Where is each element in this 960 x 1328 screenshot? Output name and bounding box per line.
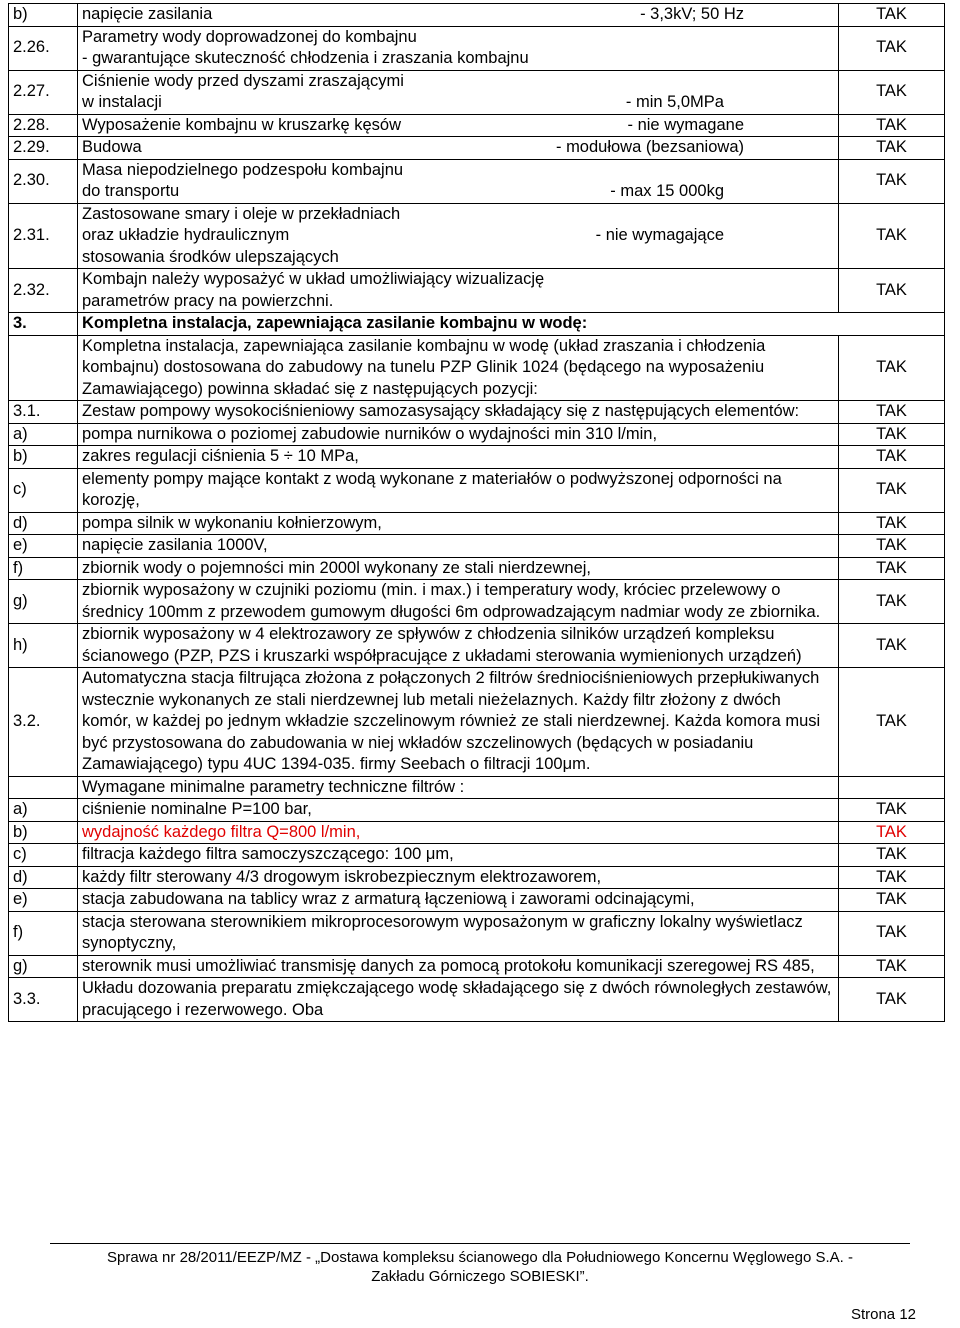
item-number: h) xyxy=(9,624,78,668)
answer-cell: TAK xyxy=(839,26,945,70)
item-number: c) xyxy=(9,468,78,512)
table-row xyxy=(9,203,945,269)
answer-cell: TAK xyxy=(839,557,945,580)
answer-cell: TAK xyxy=(839,159,945,203)
item-description xyxy=(78,512,839,535)
item-description xyxy=(78,557,839,580)
desc-desc: Masa niepodzielnego podzespołu kombajnu xyxy=(82,160,404,179)
item-number: 2.31. xyxy=(9,203,78,269)
specification-table xyxy=(8,3,945,1022)
desc-desc: wydajność każdego filtra Q=800 l/min, xyxy=(82,822,361,841)
item-description xyxy=(78,335,839,401)
desc-desc: sterownik musi umożliwiać transmisję danych za pomocą protokołu komunikacji szeregowej RS 485, xyxy=(82,956,815,975)
item-description xyxy=(78,889,839,912)
desc-val2: - min 5,0MPa xyxy=(625,93,724,111)
answer-cell: TAK xyxy=(839,668,945,777)
answer-cell: TAK xyxy=(839,446,945,469)
answer-cell: TAK xyxy=(839,535,945,558)
answer-cell: TAK xyxy=(839,955,945,978)
desc-val: - nie wymagane xyxy=(627,115,744,134)
desc-desc: zbiornik wyposażony w 4 elektrozawory ze spływów z chłodzenia silników urządzeń kompleksu ścianowego (PZP, PZS i kruszarki współpracujące z układami sterowania wymienionych urządzeń) xyxy=(82,625,802,665)
table-row xyxy=(9,137,945,160)
desc-desc: Kompletna instalacja, zapewniająca zasilanie kombajnu w wodę: xyxy=(82,314,588,332)
item-number: f) xyxy=(9,557,78,580)
item-description xyxy=(78,799,839,822)
desc-desc: Zastosowane smary i oleje w przekładniach xyxy=(82,204,401,223)
answer-cell: TAK xyxy=(839,624,945,668)
desc-desc: Kompletna instalacja, zapewniająca zasilanie kombajnu w wodę (układ zraszania i chłodzenia kombajnu) dostosowana do zabudowy na tunelu PZP Glinik 1024 (będącego na wyposażeniu Zamawiającego) powinna składać się z następujących pozycji: xyxy=(82,336,766,398)
item-description xyxy=(78,911,839,955)
item-description xyxy=(78,114,839,137)
desc-desc: stacja zabudowana na tablicy wraz z armaturą łączeniową i zaworami odcinającymi, xyxy=(82,890,695,908)
desc-desc2: w instalacji xyxy=(82,93,162,111)
item-description xyxy=(78,203,839,269)
table-row xyxy=(9,4,945,27)
answer-cell: TAK xyxy=(839,844,945,867)
item-number: 3.2. xyxy=(9,668,78,777)
item-number: 2.29. xyxy=(9,137,78,160)
desc-desc2: do transportu xyxy=(82,182,180,200)
table-row xyxy=(9,866,945,889)
table-row xyxy=(9,70,945,114)
answer-cell: TAK xyxy=(839,468,945,512)
desc-desc2: oraz układzie hydraulicznym xyxy=(82,226,290,244)
item-number: g) xyxy=(9,955,78,978)
item-number: 3.1. xyxy=(9,401,78,424)
item-description xyxy=(78,535,839,558)
item-description xyxy=(78,668,839,777)
item-number: g) xyxy=(9,580,78,624)
footer-divider xyxy=(50,1243,910,1244)
desc-desc: Ciśnienie wody przed dyszami zraszającymi xyxy=(82,71,404,90)
desc-desc: Wymagane minimalne parametry techniczne filtrów : xyxy=(82,777,465,796)
item-description xyxy=(78,70,839,114)
item-description xyxy=(78,423,839,446)
answer-cell: TAK xyxy=(839,269,945,313)
table-row xyxy=(9,26,945,70)
item-description xyxy=(78,866,839,889)
table-row xyxy=(9,799,945,822)
answer-cell: TAK xyxy=(839,799,945,822)
item-number: b) xyxy=(9,446,78,469)
page-number: Strona 12 xyxy=(850,1306,916,1323)
item-description xyxy=(78,401,839,424)
item-description xyxy=(78,624,839,668)
item-number: b) xyxy=(9,4,78,27)
footer-line-1: Sprawa nr 28/2011/EEZP/MZ - „Dostawa kompleksu ścianowego dla Południowego Koncernu Węglowego S.A. - xyxy=(107,1249,853,1266)
desc-desc: Zestaw pompowy wysokociśnieniowy samozasysający składający się z następujących elementów: xyxy=(82,402,800,420)
desc-desc: filtracja każdego filtra samoczyszczącego: 100 μm, xyxy=(82,845,454,863)
item-number: a) xyxy=(9,423,78,446)
desc-desc: Kombajn należy wyposażyć w układ umożliwiający wizualizację xyxy=(82,270,545,288)
item-number: 2.27. xyxy=(9,70,78,114)
desc-desc: zbiornik wyposażony w czujniki poziomu (min. i max.) i temperatury wody, króciec przelewowy o średnicy 100mm z przewodem gumowym długości 6m odprowadzającym nadmiar wody ze zbiornika. xyxy=(82,581,821,621)
desc-desc: Budowa xyxy=(82,138,142,156)
item-description xyxy=(78,446,839,469)
desc-desc: zakres regulacji ciśnienia 5 ÷ 10 MPa, xyxy=(82,447,359,465)
desc-desc: napięcie zasilania 1000V, xyxy=(82,536,268,554)
item-description xyxy=(78,269,839,313)
item-number: e) xyxy=(9,535,78,558)
desc-desc: każdy filtr sterowany 4/3 drogowym iskrobezpiecznym elektrozaworem, xyxy=(82,867,602,886)
answer-cell: TAK xyxy=(839,335,945,401)
answer-cell: TAK xyxy=(839,978,945,1022)
item-number: f) xyxy=(9,911,78,955)
desc-desc: Układu dozowania preparatu zmiękczającego wodę składającego się z dwóch równoległych zestawów, pracującego i rezerwowego. Oba xyxy=(82,979,832,1019)
desc-desc: zbiornik wody o pojemności min 2000l wykonany ze stali nierdzewnej, xyxy=(82,558,592,577)
table-row xyxy=(9,159,945,203)
desc-desc2: - gwarantujące skuteczność chłodzenia i zraszania kombajnu xyxy=(82,49,529,67)
answer-cell: TAK xyxy=(839,114,945,137)
table-row xyxy=(9,580,945,624)
answer-cell: TAK xyxy=(839,889,945,912)
answer-cell: TAK xyxy=(839,911,945,955)
table-row xyxy=(9,821,945,844)
desc-desc: ciśnienie nominalne P=100 bar, xyxy=(82,800,312,818)
footer xyxy=(40,1248,920,1286)
answer-cell: TAK xyxy=(839,70,945,114)
table-row xyxy=(9,512,945,535)
item-description xyxy=(78,137,839,160)
item-description xyxy=(78,821,839,844)
desc-desc: pompa silnik w wykonaniu kołnierzowym, xyxy=(82,513,382,532)
desc-desc: stacja sterowana sterownikiem mikroprocesorowym wyposażonym w graficzny lokalny wyświetlacz synoptyczny, xyxy=(82,912,803,952)
table-row xyxy=(9,978,945,1022)
table-row xyxy=(9,557,945,580)
item-number: e) xyxy=(9,889,78,912)
desc-desc2: parametrów pracy na powierzchni. xyxy=(82,291,334,310)
desc-desc: elementy pompy mające kontakt z wodą wykonane z materiałów o podwyższonej odporności na korozję, xyxy=(82,469,782,509)
item-description xyxy=(78,468,839,512)
item-description xyxy=(78,26,839,70)
item-number: 3. xyxy=(9,313,78,336)
table-row xyxy=(9,468,945,512)
item-number: a) xyxy=(9,799,78,822)
answer-cell: TAK xyxy=(839,512,945,535)
item-description xyxy=(78,580,839,624)
table-row xyxy=(9,446,945,469)
desc-desc: Automatyczna stacja filtrująca złożona z połączonych 2 filtrów średniociśnieniowych przepłukiwanych wstecznie wykonanych ze stali nierdzewnej lub metali nieżelaznych. Każdy filtr złożony z dwóch komór, w każdej po jednym wkładzie szczelinowym również ze stali nierdzewnej. Każda komora musi być przystosowana do zabudowania w niej wkładów szczelinowych (będących w posiadaniu Zamawiającego) typu 4UC 1394-035. firmy Seebach o filtracji 100μm. xyxy=(82,669,821,773)
answer-cell: TAK xyxy=(839,423,945,446)
item-number: b) xyxy=(9,821,78,844)
table-row xyxy=(9,313,945,336)
desc-val: - 3,3kV; 50 Hz xyxy=(640,5,744,23)
item-description xyxy=(78,776,839,799)
table-row xyxy=(9,269,945,313)
desc-desc: Wyposażenie kombajnu w kruszarkę kęsów xyxy=(82,115,401,134)
desc-val2: - nie wymagające xyxy=(595,226,724,244)
answer-cell: TAK xyxy=(839,866,945,889)
table-row xyxy=(9,668,945,777)
table-row xyxy=(9,114,945,137)
desc-val2: - max 15 000kg xyxy=(610,182,724,200)
table-row xyxy=(9,423,945,446)
item-description xyxy=(78,978,839,1022)
table-row xyxy=(9,911,945,955)
answer-cell xyxy=(839,776,945,799)
item-number: 3.3. xyxy=(9,978,78,1022)
desc-val: - modułowa (bezsaniowa) xyxy=(555,138,744,156)
answer-cell: TAK xyxy=(839,4,945,27)
item-number: d) xyxy=(9,512,78,535)
item-number: 2.32. xyxy=(9,269,78,313)
footer-line-2: Zakładu Górniczego SOBIESKI”. xyxy=(371,1268,589,1285)
table-row xyxy=(9,401,945,424)
table-row xyxy=(9,776,945,799)
item-number: d) xyxy=(9,866,78,889)
table-row xyxy=(9,335,945,401)
desc-desc3: stosowania środków ulepszających xyxy=(82,247,339,266)
table-row xyxy=(9,624,945,668)
item-number: 2.28. xyxy=(9,114,78,137)
answer-cell: TAK xyxy=(839,203,945,269)
answer-cell: TAK xyxy=(839,137,945,160)
item-number: c) xyxy=(9,844,78,867)
item-number: 2.26. xyxy=(9,26,78,70)
desc-desc: napięcie zasilania xyxy=(82,5,213,23)
item-description xyxy=(78,844,839,867)
item-description xyxy=(78,955,839,978)
item-number xyxy=(9,335,78,401)
item-description xyxy=(78,4,839,27)
table-row xyxy=(9,955,945,978)
item-description xyxy=(78,159,839,203)
table-row xyxy=(9,844,945,867)
answer-cell: TAK xyxy=(839,401,945,424)
table-row xyxy=(9,535,945,558)
desc-desc: Parametry wody doprowadzonej do kombajnu xyxy=(82,27,417,46)
answer-cell: TAK xyxy=(839,821,945,844)
desc-desc: pompa nurnikowa o poziomej zabudowie nurników o wydajności min 310 l/min, xyxy=(82,424,658,443)
item-number: 2.30. xyxy=(9,159,78,203)
answer-cell: TAK xyxy=(839,580,945,624)
item-number xyxy=(9,776,78,799)
table-row xyxy=(9,889,945,912)
item-description xyxy=(78,313,945,336)
